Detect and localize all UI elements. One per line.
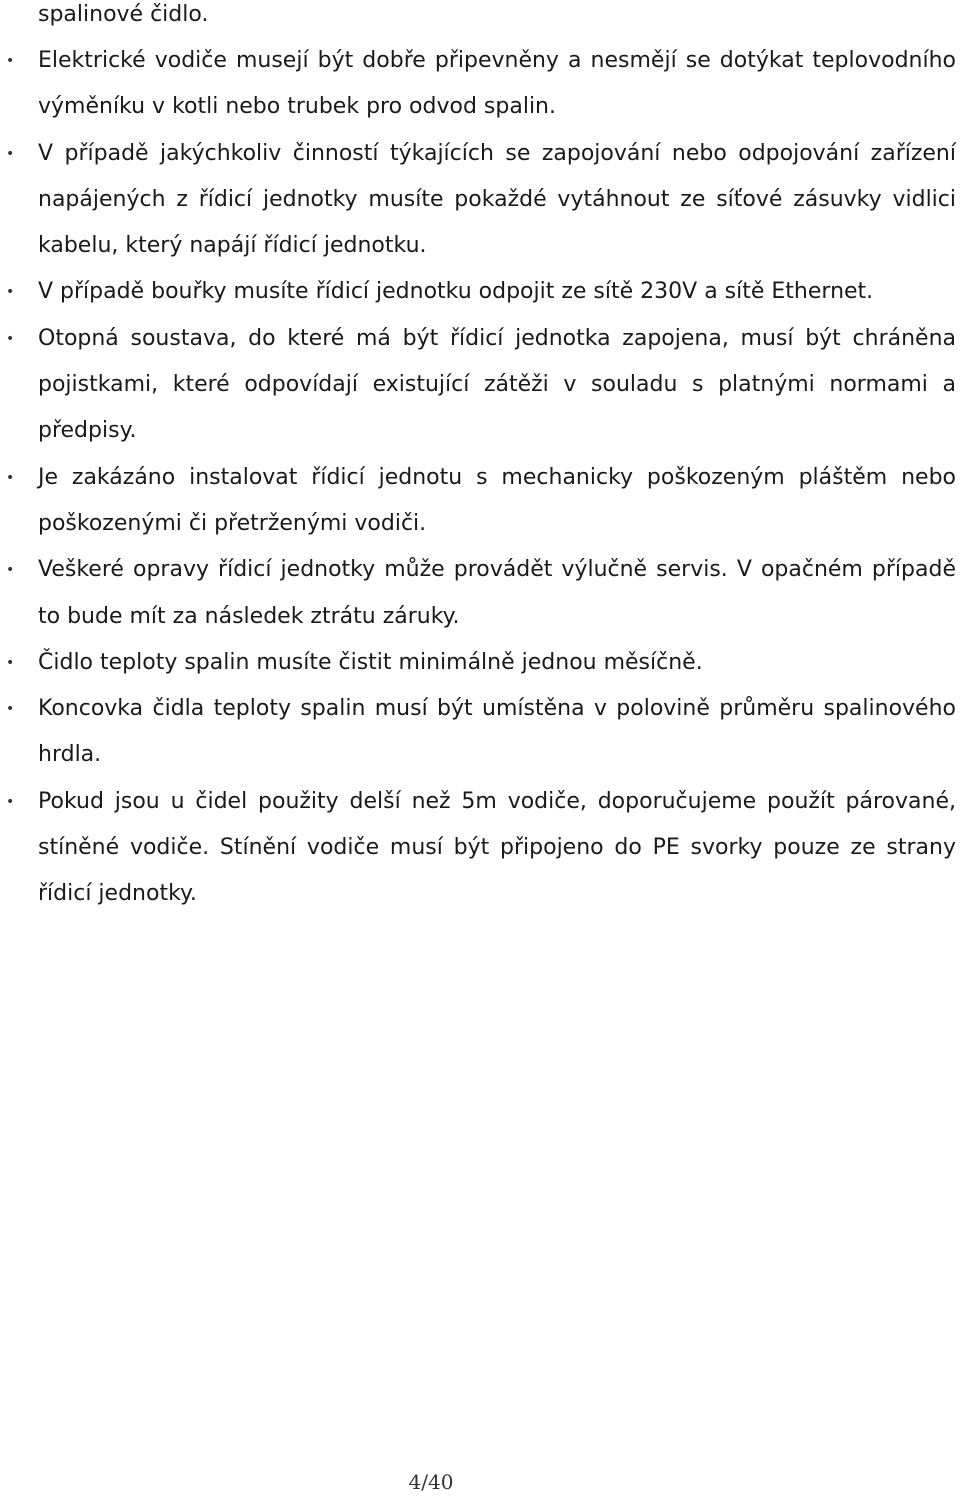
list-item (0, 640, 960, 686)
list-item-text: Veškeré opravy řídicí jednotky může provádět výlučně servis. V opačném případě to bude mít za následek ztrátu záruky. (38, 557, 956, 629)
list-item (0, 316, 960, 455)
list-item (0, 131, 960, 270)
bullet-icon: • (6, 654, 15, 671)
bullet-icon: • (6, 145, 15, 162)
list-item-text: Otopná soustava, do které má být řídicí jednotka zapojena, musí být chráněna pojistkami, které odpovídají existující zátěži v souladu s platnými normami a předpisy. (38, 325, 956, 444)
page-number: 4/40 (408, 1470, 454, 1494)
bullet-icon: • (6, 330, 15, 347)
list-item (0, 686, 960, 779)
list-item (0, 269, 960, 315)
safety-bullet-list (0, 38, 960, 918)
bullet-icon: • (6, 793, 15, 810)
list-item-text: V případě jakýchkoliv činností týkajících se zapojování nebo odpojování zařízení napájených z řídicí jednotky musíte pokaždé vytáhnout ze síťové zásuvky vidlici kabelu, který napájí řídicí jednotku. (38, 140, 956, 259)
bullet-icon: • (6, 53, 15, 69)
list-item (0, 38, 960, 131)
list-item-text: Elektrické vodiče musejí být dobře připevněny a nesmějí se dotýkat teplovodního výměníku v kotli nebo trubek pro odvod spalin. (38, 48, 956, 120)
list-item (0, 455, 960, 548)
bullet-icon: • (6, 701, 15, 718)
list-item-text: Pokud jsou u čidel použity delší než 5m vodiče, doporučujeme použít párované, stíněné vodiče. Stínění vodiče musí být připojeno do PE svorky pouze ze strany řídicí jednotky. (38, 788, 956, 907)
list-item (0, 779, 960, 918)
bullet-icon: • (6, 284, 15, 301)
list-item-text: Je zakázáno instalovat řídicí jednotu s mechanicky poškozeným pláštěm nebo poškozenými či přetrženými vodiči. (38, 464, 956, 536)
list-item-text: Čidlo teploty spalin musíte čistit minimálně jednou měsíčně. (38, 649, 703, 675)
bullet-icon: • (6, 562, 15, 579)
list-item (0, 547, 960, 640)
list-item-text: Koncovka čidla teploty spalin musí být umístěna v polovině průměru spalinového hrdla. (38, 696, 956, 768)
list-item-text: V případě bouřky musíte řídicí jednotku odpojit ze sítě 230V a sítě Ethernet. (38, 279, 874, 305)
continuation-text: spalinové čidlo. (38, 2, 209, 27)
bullet-icon: • (6, 469, 15, 486)
